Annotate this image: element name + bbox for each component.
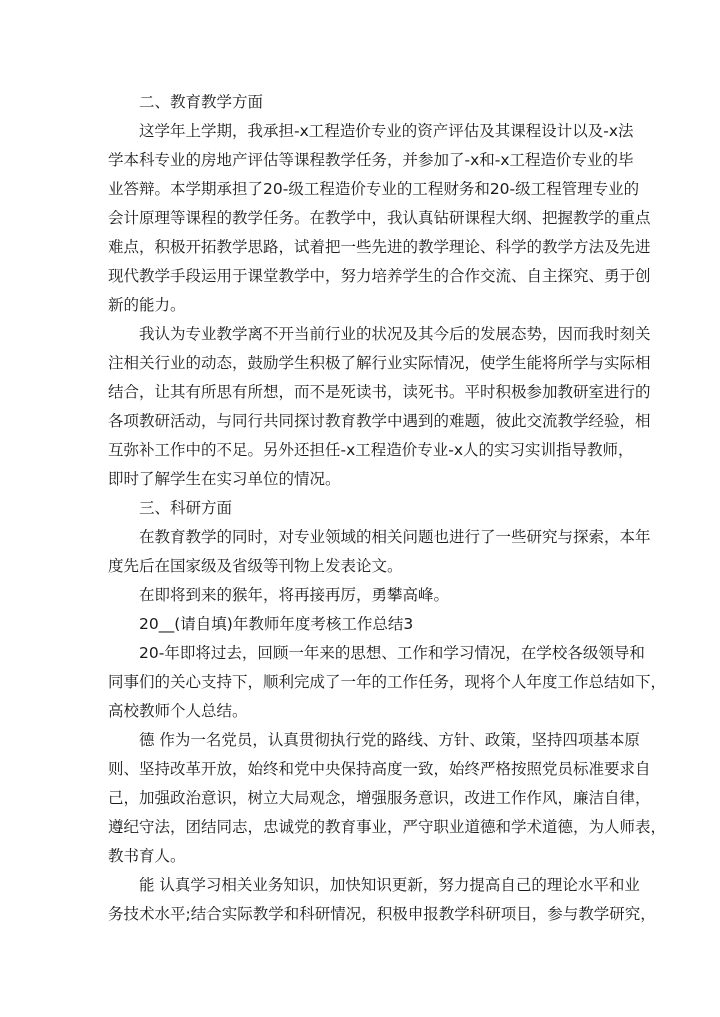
- text-line: 现代教学手段运用于课堂教学中，努力培养学生的合作交流、自主探究、勇于创: [108, 267, 651, 285]
- paragraph: [108, 523, 651, 581]
- text-line: 学本科专业的房地产评估等课程教学任务，并参加了-x和-x工程造价专业的毕: [108, 151, 634, 169]
- text-line: 会计原理等课程的教学任务。在教学中，我认真钻研课程大纲、把握教学的重点: [108, 209, 651, 227]
- text-line: 各项教研活动，与同行共同探讨教育教学中遇到的难题，彼此交流教学经验，相: [108, 412, 651, 430]
- text-line: 高校教师个人总结。: [108, 702, 248, 720]
- section-heading: 二、教育教学方面: [139, 93, 264, 111]
- text-line: 在即将到来的猴年，将再接再厉，勇攀高峰。: [139, 586, 450, 604]
- text-line: 能 认真学习相关业务知识，加快知识更新，努力提高自己的理论水平和业: [139, 876, 640, 894]
- text-line: 难点，积极开拓教学思路，试着把一些先进的教学理论、科学的教学方法及先进: [108, 238, 651, 256]
- text-line: 则、坚持改革开放，始终和党中央保持高度一致，始终严格按照党员标准要求自: [108, 760, 651, 778]
- document-body: [108, 88, 667, 929]
- paragraph: [108, 726, 667, 871]
- text-line: 德 作为一名党员，认真贯彻执行党的路线、方针、政策，坚持四项基本原: [139, 731, 640, 749]
- text-line: 教书育人。: [108, 847, 186, 865]
- text-line: 注相关行业的动态，鼓励学生积极了解行业实际情况，使学生能将所学与实际相: [108, 354, 651, 372]
- text-line: 在教育教学的同时，对专业领域的相关问题也进行了一些研究与探索，本年: [139, 528, 651, 546]
- section-heading: 20__(请自填)年教师年度考核工作总结3: [139, 615, 414, 633]
- text-line: 这学年上学期，我承担-x工程造价专业的资产评估及其课程设计以及-x法: [139, 122, 634, 140]
- text-line: 结合，让其有所思有所想，而不是死读书，读死书。平时积极参加教研室进行的: [108, 383, 651, 401]
- text-line: 务技术水平;结合实际教学和科研情况，积极申报教学科研项目，参与教学研究，: [108, 905, 656, 923]
- text-line: 互弥补工作中的不足。另外还担任-x工程造价专业-x人的实习实训指导教师，: [108, 441, 634, 459]
- text-line: 度先后在国家级及省级等刊物上发表论文。: [108, 557, 403, 575]
- section-heading: 三、科研方面: [139, 499, 233, 517]
- paragraph: [108, 117, 651, 320]
- paragraph: [108, 871, 656, 929]
- text-line: 我认为专业教学离不开当前行业的状况及其今后的发展态势，因而我时刻关: [139, 325, 651, 343]
- text-line: 即时了解学生在实习单位的情况。: [108, 470, 341, 488]
- paragraph: [108, 320, 651, 494]
- text-line: 业答辩。本学期承担了20-级工程造价专业的工程财务和20-级工程管理专业的: [108, 180, 640, 198]
- paragraph: [108, 581, 614, 610]
- text-line: 新的能力。: [108, 296, 186, 314]
- text-line: 20-年即将过去，回顾一年来的思想、工作和学习情况，在学校各级领导和: [139, 644, 645, 662]
- text-line: 己，加强政治意识，树立大局观念，增强服务意识，改进工作作风，廉洁自律，: [108, 789, 651, 807]
- paragraph: [108, 639, 667, 726]
- text-line: 同事们的关心支持下，顺利完成了一年的工作任务，现将个人年度工作总结如下，: [108, 673, 667, 691]
- text-line: 遵纪守法，团结同志，忠诚党的教育事业，严守职业道德和学术道德，为人师表，: [108, 818, 667, 836]
